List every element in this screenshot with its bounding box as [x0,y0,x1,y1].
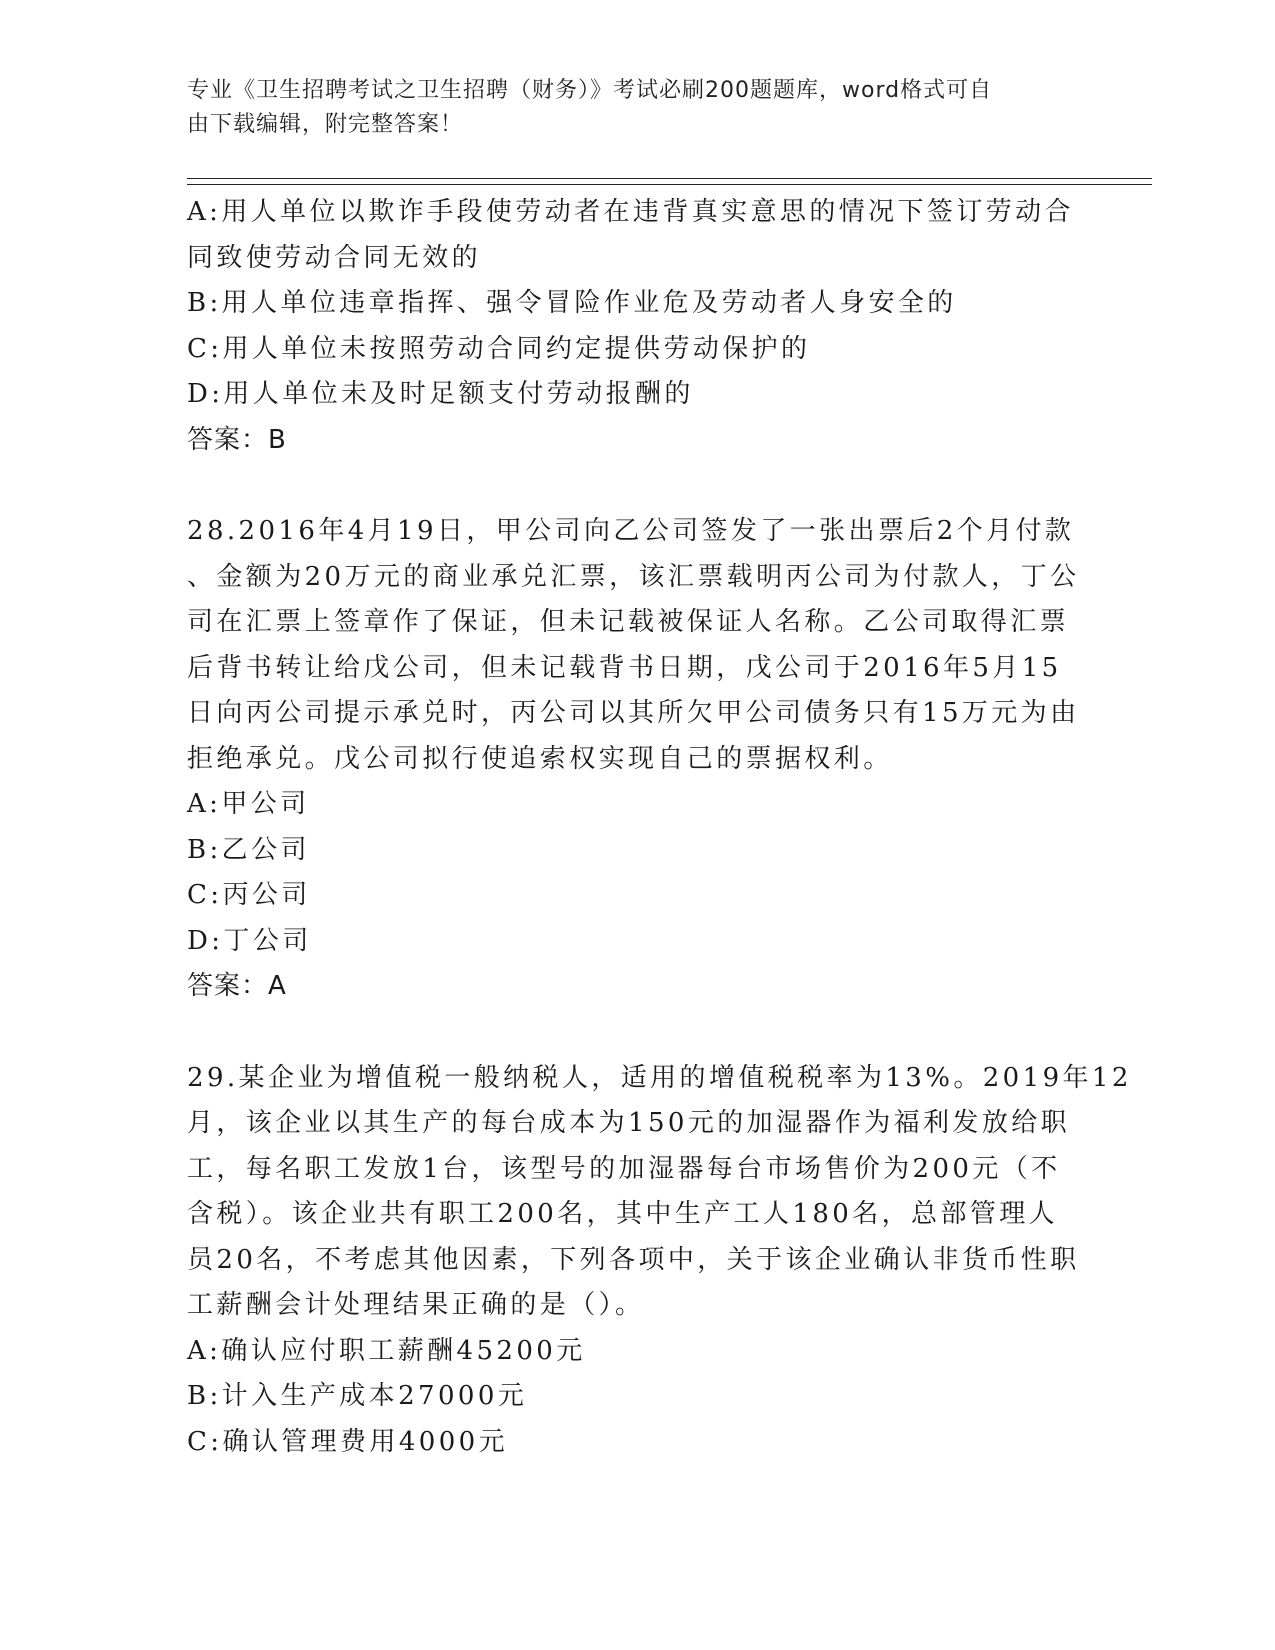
q27-option-c: C:用人单位未按照劳动合同约定提供劳动保护的 [187,333,811,364]
q28-stem-line-6: 拒绝承兑。戊公司拟行使追索权实现自己的票据权利。 [187,743,893,774]
q29-option-a: A:确认应付职工薪酬45200元 [187,1335,586,1366]
question-28 [187,509,1087,1010]
document-body [187,190,1132,1465]
spacer [187,463,1087,509]
header-rule-top [187,178,1152,179]
q29-option-c: C:确认管理费用4000元 [187,1426,509,1457]
q27-answer: 答案：B [187,424,287,455]
q28-option-c: C:丙公司 [187,880,311,910]
q28-option-d: D:丁公司 [187,925,312,956]
q28-stem-line-2: 、金额为20万元的商业承兑汇票，该汇票载明丙公司为付款人，丁公 [187,561,1080,592]
question-29 [187,1056,1132,1466]
q27-option-a-line-2: 同致使劳动合同无效的 [187,242,482,273]
spacer [187,1010,1087,1056]
document-header [187,74,1067,142]
q28-option-b: B:乙公司 [187,834,310,865]
q28-stem-line-5: 日向丙公司提示承兑时，丙公司以其所欠甲公司债务只有15万元为由 [187,698,1080,728]
q29-stem-line-2: 月，该企业以其生产的每台成本为150元的加湿器作为福利发放给职 [187,1108,1071,1138]
q28-answer: 答案：A [187,971,287,1001]
q27-option-d: D:用人单位未及时足额支付劳动报酬的 [187,379,694,409]
q29-stem-line-1: 29.某企业为增值税一般纳税人，适用的增值税税率为13%。2019年12 [187,1062,1132,1093]
q27-option-b: B:用人单位违章指挥、强令冒险作业危及劳动者人身安全的 [187,288,957,318]
q29-stem-line-6: 工薪酬会计处理结果正确的是（）。 [187,1290,645,1320]
q28-option-a: A:甲公司 [187,789,310,819]
q28-stem-line-4: 后背书转让给戊公司，但未记载背书日期，戊公司于2016年5月15 [187,652,1062,683]
header-line-1: 专业《卫生招聘考试之卫生招聘（财务）》考试必刷200题题库，word格式可自 [187,78,993,103]
q28-stem-line-3: 司在汇票上签章作了保证，但未记载被保证人名称。乙公司取得汇票 [187,607,1070,637]
q27-option-a-line-1: A:用人单位以欺诈手段使劳动者在违背真实意思的情况下签订劳动合 [187,197,1074,227]
header-line-2: 由下载编辑，附完整答案！ [187,112,464,137]
q29-stem-line-5: 员20名，不考虑其他因素，下列各项中，关于该企业确认非货币性职 [187,1244,1080,1275]
q29-stem-line-4: 含税）。该企业共有职工200名，其中生产工人180名，总部管理人 [187,1199,1059,1229]
header-rule-bottom [187,184,1152,185]
q29-option-b: B:计入生产成本27000元 [187,1381,528,1411]
q28-stem-line-1: 28.2016年4月19日，甲公司向乙公司签发了一张出票后2个月付款 [187,516,1075,546]
question-27 [187,190,1087,463]
q29-stem-line-3: 工，每名职工发放1台，该型号的加湿器每台市场售价为200元（不 [187,1153,1061,1184]
